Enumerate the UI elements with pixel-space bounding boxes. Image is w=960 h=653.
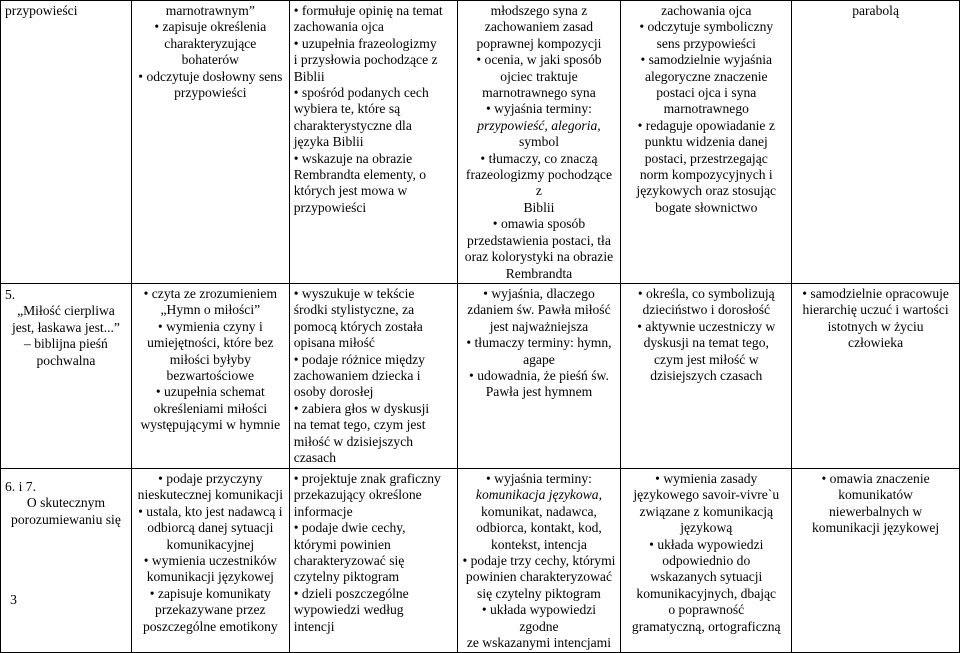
- text-line: komunikacji językowej: [811, 520, 940, 536]
- text-line: przekazujący określone: [293, 487, 422, 503]
- bullet-item: • omawia sposób: [462, 216, 617, 232]
- text-line: pomocą których została: [293, 318, 423, 334]
- text-line: przypowieści: [174, 85, 247, 101]
- bullet-item: • wskazuje na obrazie: [294, 151, 453, 167]
- bullet-item: • ocenia, w jaki sposób: [462, 52, 617, 68]
- bullet-item: • podaje różnice między: [294, 352, 453, 368]
- bullet-item: • tłumaczy terminy: hymn,: [462, 335, 617, 351]
- text-line: jest najważniejsza: [489, 318, 589, 334]
- requirements-cell-5: [792, 283, 960, 468]
- text-line: gramatyczną, ortograficzną: [631, 618, 781, 634]
- text-line: wypowiedzi według: [293, 602, 404, 618]
- bullet-item: • projektuje znak graficzny: [294, 471, 453, 487]
- text-line: związane z komunikacją: [639, 503, 774, 519]
- text-line: postaci, przestrzegając: [644, 150, 768, 166]
- text-line: postaci ojca i syna: [656, 85, 757, 101]
- requirements-cell-3: [457, 468, 621, 652]
- bullet-item: • uzupełnia frazeologizmy: [294, 36, 453, 52]
- lesson-cell: [1, 468, 132, 652]
- text-line: wskazanych sytuacji: [650, 569, 763, 585]
- lesson-title-line: – biblijna pieśń: [24, 336, 108, 352]
- text-line: powinien charakteryzować: [465, 569, 612, 585]
- text-line: językowych oraz stosując: [636, 183, 777, 199]
- text-line: niewerbalnych w: [828, 503, 923, 519]
- text-line: przypowieść, alegoria,: [477, 117, 601, 133]
- bullet-item: • podaje trzy cechy, którymi: [462, 553, 617, 569]
- text-line: i przysłowia pochodzące z: [293, 52, 438, 68]
- text-line: charakterystyczne dla: [293, 117, 412, 133]
- requirements-cell-4: [621, 283, 792, 468]
- lesson-title-line: pochwalna: [36, 352, 96, 368]
- text-line: przypowieści: [293, 199, 367, 215]
- text-line: nieskutecznej komunikacji: [137, 487, 283, 503]
- lesson-title-line: „Miłość cierpliwa: [17, 303, 115, 319]
- bullet-item: • czyta ze zrozumieniem: [136, 286, 285, 302]
- text-line: miłości byłyby: [169, 351, 251, 367]
- text-line: agape: [523, 351, 555, 367]
- bullet-item: • ustala, kto jest nadawcą i: [136, 504, 285, 520]
- text-line: wybiera te, które są: [293, 101, 401, 117]
- page-number: 3: [10, 593, 17, 608]
- bullet-item: • omawia znaczenie: [796, 471, 955, 487]
- requirements-cell-1: [131, 1, 289, 284]
- requirements-cell-2: [289, 468, 457, 652]
- requirements-cell-2: [289, 283, 457, 468]
- text-line: „Hymn o miłości”: [160, 302, 261, 318]
- text-line: Pawła jest hymnem: [485, 384, 593, 400]
- lesson-title-line: przypowieści: [5, 3, 78, 18]
- text-line: których jest mowa w: [293, 183, 408, 199]
- text-line: bezwartościowe: [166, 367, 255, 383]
- text-line: komunikat, nadawca,: [481, 503, 597, 519]
- text-line: ze wskazanymi intencjami: [466, 634, 612, 650]
- text-line: komunikacji językowej: [146, 569, 274, 585]
- bullet-item: • tłumaczy, co znaczą: [462, 151, 617, 167]
- lesson-title-line: porozumiewaniu się: [11, 511, 121, 527]
- table-row: [1, 468, 960, 652]
- text-line: środki stylistyczne, za: [293, 302, 415, 318]
- text-line: języka Biblii: [293, 134, 364, 150]
- lesson-title-line: O skutecznym: [26, 495, 106, 511]
- text-line: Rembrandta elementy, o: [293, 167, 427, 183]
- bullet-item: • wymienia czyny i: [136, 319, 285, 335]
- text-line: czasach: [293, 449, 336, 465]
- text-line: bohaterów: [181, 52, 240, 68]
- text-line: określeniami miłości: [153, 400, 268, 416]
- requirements-cell-5: [792, 1, 960, 284]
- text-line: punktu widzenia danej: [644, 134, 768, 150]
- bullet-item: • uzupełnia schemat: [136, 384, 285, 400]
- text-line: istotnych w życiu: [827, 318, 924, 334]
- text-line: odpowiednio do: [662, 552, 751, 568]
- text-line: osoby dorosłej: [293, 384, 374, 400]
- requirements-cell-4: [621, 468, 792, 652]
- bullet-item: • udowadnia, że pieśń św.: [462, 368, 617, 384]
- table-row: [1, 1, 960, 284]
- text-line: marnotrawnego syna: [482, 85, 596, 101]
- requirements-cell-2: [289, 1, 457, 284]
- text-line: się czytelny piktogram: [477, 585, 601, 601]
- bullet-item: • zapisuje określenia: [136, 19, 285, 35]
- text-line: człowieka: [848, 335, 904, 351]
- text-line: zachowaniem dziecka i: [293, 367, 421, 383]
- text-line: przekazywane przez: [155, 602, 266, 618]
- text-line: dzieciństwo i dorosłość: [642, 302, 771, 318]
- bullet-item: • odczytuje dosłowny sens: [136, 69, 285, 85]
- text-line: intencji: [293, 618, 335, 634]
- bullet-item: • odczytuje symboliczny: [625, 19, 787, 35]
- bullet-item: • wyjaśnia terminy:: [462, 101, 617, 117]
- text-line: komunikacyjnej: [166, 536, 255, 552]
- lesson-number: 5.: [5, 286, 16, 302]
- text-line: komunikatów: [838, 487, 913, 503]
- text-line: marnotrawnym”: [165, 3, 255, 18]
- text-line: przedstawienia postaci, tła: [467, 232, 611, 248]
- bullet-item: • określa, co symbolizują: [625, 286, 787, 302]
- text-line: oraz kolorystyki na obrazie: [464, 249, 614, 265]
- text-line: młodszego syna z: [490, 3, 588, 18]
- text-line: kontekst, intencja: [491, 536, 587, 552]
- text-line: zachowania ojca: [293, 19, 384, 35]
- text-line: poszczególne emotikony: [142, 618, 278, 634]
- text-line: norm kompozycyjnych i: [639, 167, 773, 183]
- text-line: umiejętności, które bez: [147, 335, 274, 351]
- text-line: hierarchię uczuć i wartości: [802, 302, 949, 318]
- bullet-item: • wyszukuje w tekście: [294, 286, 453, 302]
- bullet-item: • wyjaśnia terminy:: [462, 471, 617, 487]
- text-line: opisana miłość: [293, 335, 375, 351]
- text-line: językowego savoir-vivre`u: [633, 487, 780, 503]
- text-line: dzisiejszych czasach: [650, 367, 763, 383]
- bullet-item: • aktywnie uczestniczy w: [625, 319, 787, 335]
- text-line: frazeologizmy pochodzące z: [465, 167, 612, 199]
- text-line: alegoryczne znaczenie: [644, 68, 768, 84]
- bullet-item: • dzieli poszczególne: [294, 586, 453, 602]
- lesson-cell: [1, 1, 132, 284]
- text-line: parabolą: [852, 3, 899, 18]
- text-line: Rembrandta: [505, 265, 573, 281]
- lesson-title-line: jest, łaskawa jest...”: [11, 319, 120, 335]
- bullet-item: • podaje dwie cechy,: [294, 520, 453, 536]
- requirements-cell-5: [792, 468, 960, 652]
- text-line: charakteryzować się: [293, 552, 405, 568]
- text-line: bogate słownictwo: [655, 199, 758, 215]
- text-line: ojciec traktuje: [500, 68, 578, 84]
- bullet-item: • zabiera głos w dyskusji: [294, 401, 453, 417]
- bullet-item: • układa wypowiedzi zgodne: [462, 602, 617, 635]
- text-line: odbiorcą danej sytuacji: [147, 520, 274, 536]
- text-line: czym jest miłość w: [653, 351, 759, 367]
- bullet-item: • wymienia zasady: [625, 471, 787, 487]
- text-line: Biblii: [523, 199, 555, 215]
- bullet-item: • wyjaśnia, dlaczego: [462, 286, 617, 302]
- text-line: charakteryzujące: [164, 35, 257, 51]
- table-row: [1, 283, 960, 468]
- text-line: na temat tego, czym jest: [293, 417, 426, 433]
- lesson-number: 6. i 7.: [5, 478, 36, 494]
- text-line: występującymi w hymnie: [140, 417, 281, 433]
- text-line: odbiorca, kontakt, kod,: [476, 520, 602, 536]
- requirements-cell-3: [457, 1, 621, 284]
- requirements-cell-1: [131, 283, 289, 468]
- bullet-item: • układa wypowiedzi: [625, 537, 787, 553]
- text-line: zdaniem św. Pawła miłość: [467, 302, 611, 318]
- bullet-item: • zapisuje komunikaty: [136, 586, 285, 602]
- text-line: czytelny piktogram: [293, 569, 400, 585]
- text-line: dyskusji na temat tego,: [643, 335, 769, 351]
- text-line: zachowaniem zasad: [484, 19, 594, 35]
- text-line: językową: [680, 520, 733, 536]
- bullet-item: • podaje przyczyny: [136, 471, 285, 487]
- text-line: Biblii: [293, 68, 325, 84]
- text-line: komunikacja językowa,: [475, 487, 602, 503]
- requirements-cell-1: [131, 468, 289, 652]
- bullet-item: • formułuje opinię na temat: [294, 3, 453, 19]
- text-line: komunikacyjnych, dbając: [636, 585, 777, 601]
- bullet-item: • spośród podanych cech: [294, 85, 453, 101]
- requirements-cell-4: [621, 1, 792, 284]
- bullet-item: • samodzielnie wyjaśnia: [625, 52, 787, 68]
- lesson-cell: [1, 283, 132, 468]
- text-line: o poprawność: [668, 602, 745, 618]
- text-line: informacje: [293, 503, 353, 519]
- text-line: miłość w dzisiejszych: [293, 433, 414, 449]
- text-line: poprawnej kompozycji: [476, 35, 602, 51]
- bullet-item: • redaguje opowiadanie z: [625, 118, 787, 134]
- text-line: sens przypowieści: [656, 35, 756, 51]
- bullet-item: • samodzielnie opracowuje: [796, 286, 955, 302]
- text-line: symbol: [518, 134, 559, 150]
- text-line: marnotrawnego: [663, 101, 749, 117]
- text-line: zachowania ojca: [661, 3, 752, 18]
- text-line: którymi powinien: [293, 536, 391, 552]
- bullet-item: • wymienia uczestników: [136, 553, 285, 569]
- requirements-cell-3: [457, 283, 621, 468]
